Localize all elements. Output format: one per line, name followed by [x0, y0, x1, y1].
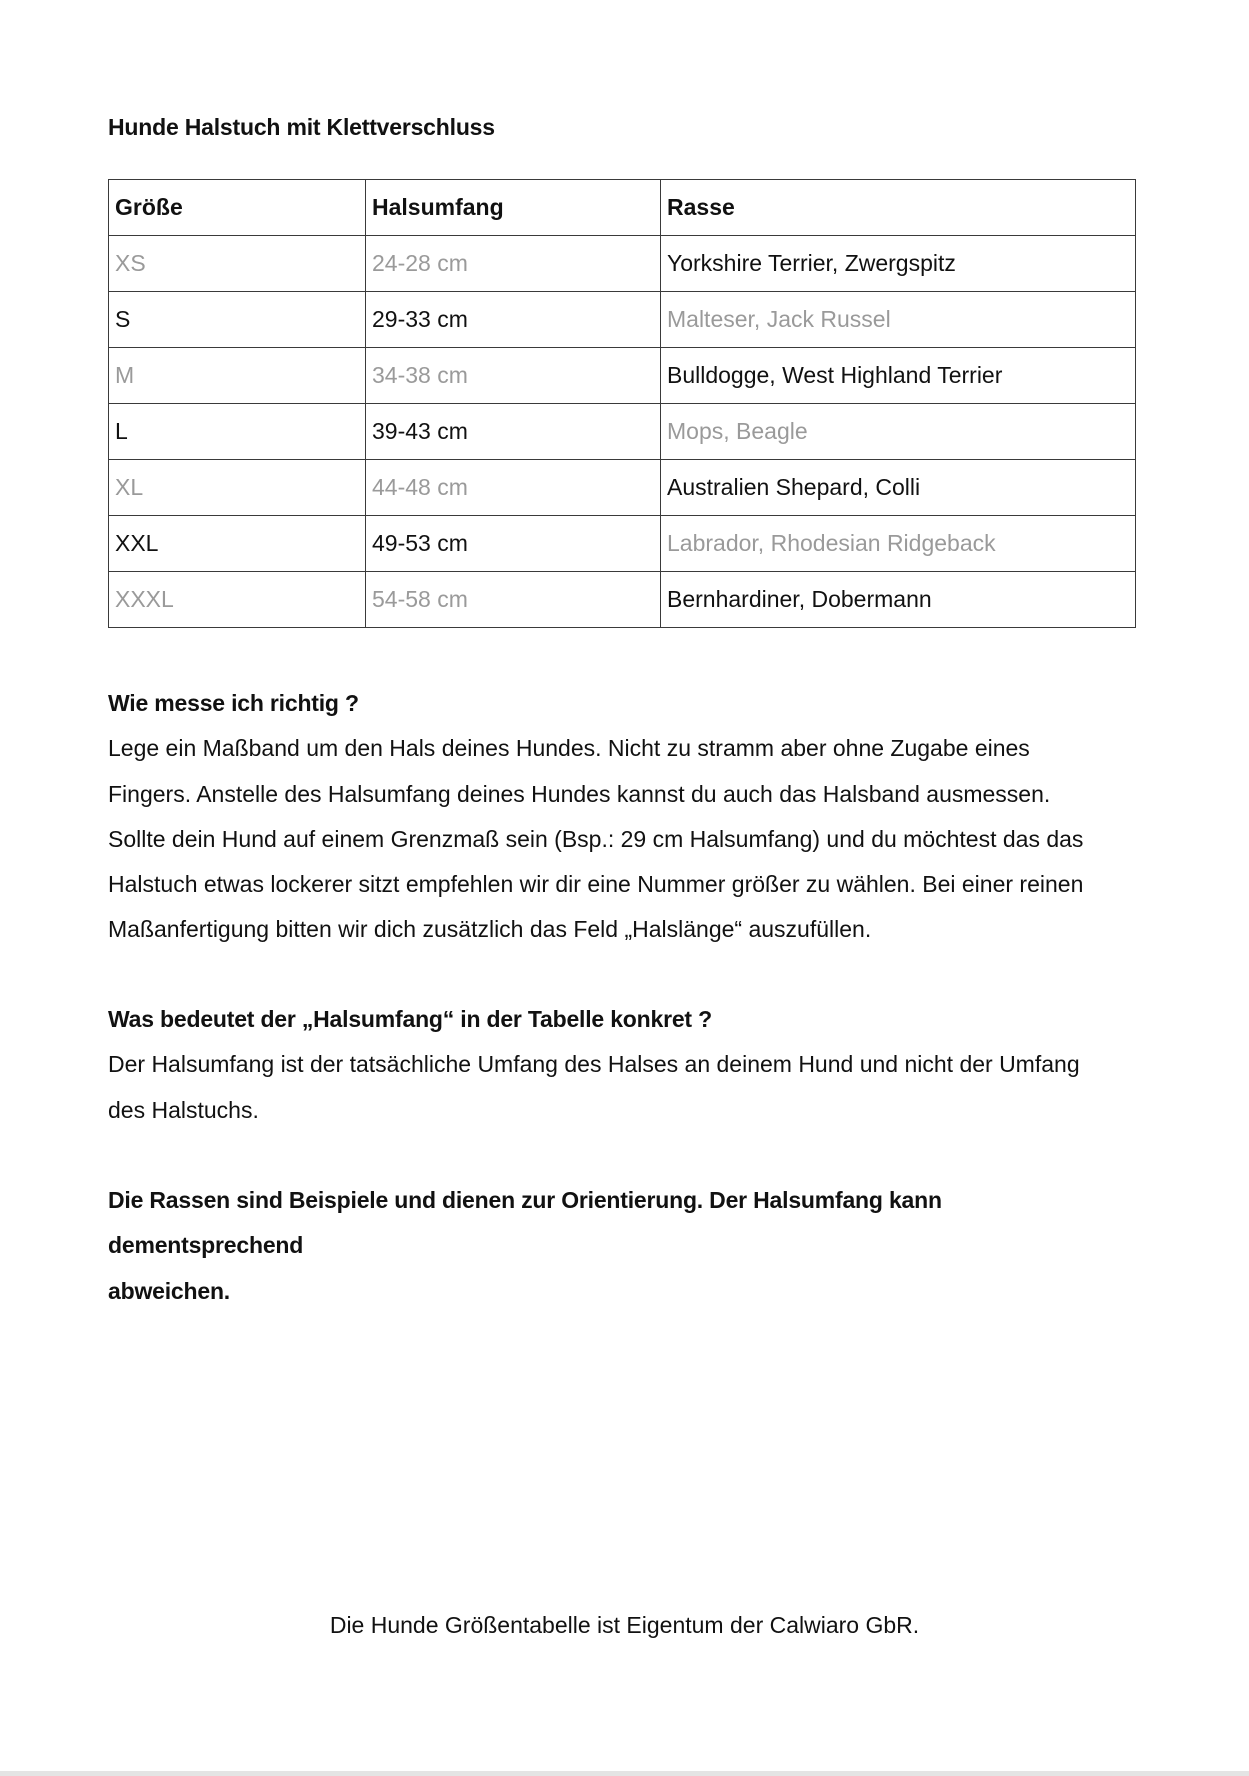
cell-neck: 44-48 cm: [366, 460, 661, 516]
cell-neck: 24-28 cm: [366, 236, 661, 292]
cell-size: L: [109, 404, 366, 460]
measure-line: Fingers. Anstelle des Halsumfang deines Hundes kannst du auch das Halsband ausmessen.: [108, 780, 1051, 807]
cell-breed: Australien Shepard, Colli: [661, 460, 1136, 516]
page-bottom-strip: [0, 1771, 1249, 1776]
meaning-line: des Halstuchs.: [108, 1096, 259, 1123]
footer-ownership: Die Hunde Größentabelle ist Eigentum der Calwiaro GbR.: [329, 1612, 920, 1638]
measure-section: [108, 681, 1138, 953]
table-row: [109, 572, 1136, 628]
table-row: [109, 236, 1136, 292]
document-title: Hunde Halstuch mit Klettverschluss: [108, 114, 495, 140]
cell-size: XL: [109, 460, 366, 516]
table-header-row: [109, 180, 1136, 236]
cell-size: XXL: [109, 516, 366, 572]
table-row: [109, 348, 1136, 404]
cell-size: XXXL: [109, 572, 366, 628]
cell-breed: Bulldogge, West Highland Terrier: [661, 348, 1136, 404]
measure-line: Lege ein Maßband um den Hals deines Hundes. Nicht zu stramm aber ohne Zugabe eines: [108, 735, 1030, 762]
measure-line: Sollte dein Hund auf einem Grenzmaß sein (Bsp.: 29 cm Halsumfang) und du möchtest das das: [108, 825, 1084, 852]
table-row: [109, 292, 1136, 348]
table-row: [109, 404, 1136, 460]
table-row: [109, 516, 1136, 572]
cell-breed: Bernhardiner, Dobermann: [661, 572, 1136, 628]
table-row: [109, 460, 1136, 516]
cell-neck: 54-58 cm: [366, 572, 661, 628]
meaning-section: [108, 997, 1138, 1133]
cell-breed: Mops, Beagle: [661, 404, 1136, 460]
note-line: Die Rassen sind Beispiele und dienen zur Orientierung. Der Halsumfang kann dementsprechend: [108, 1187, 942, 1259]
cell-size: S: [109, 292, 366, 348]
cell-size: XS: [109, 236, 366, 292]
cell-breed: Labrador, Rhodesian Ridgeback: [661, 516, 1136, 572]
size-table: [108, 179, 1136, 628]
header-breed: Rasse: [661, 180, 1136, 236]
cell-neck: 29-33 cm: [366, 292, 661, 348]
meaning-line: Der Halsumfang ist der tatsächliche Umfang des Halses an deinem Hund und nicht der Umfang: [108, 1051, 1080, 1078]
note-line: abweichen.: [108, 1277, 230, 1304]
cell-neck: 39-43 cm: [366, 404, 661, 460]
cell-breed: Malteser, Jack Russel: [661, 292, 1136, 348]
cell-size: M: [109, 348, 366, 404]
measure-line: Halstuch etwas lockerer sitzt empfehlen wir dir eine Nummer größer zu wählen. Bei einer reinen: [108, 871, 1084, 898]
measure-heading: Wie messe ich richtig ?: [108, 690, 359, 716]
cell-breed: Yorkshire Terrier, Zwergspitz: [661, 236, 1136, 292]
meaning-heading: Was bedeutet der „Halsumfang“ in der Tabelle konkret ?: [108, 1006, 712, 1032]
header-size: Größe: [109, 180, 366, 236]
cell-neck: 34-38 cm: [366, 348, 661, 404]
header-neck: Halsumfang: [366, 180, 661, 236]
note-section: [108, 1178, 1138, 1314]
cell-neck: 49-53 cm: [366, 516, 661, 572]
measure-line: Maßanfertigung bitten wir dich zusätzlich das Feld „Halslänge“ auszufüllen.: [108, 916, 872, 943]
